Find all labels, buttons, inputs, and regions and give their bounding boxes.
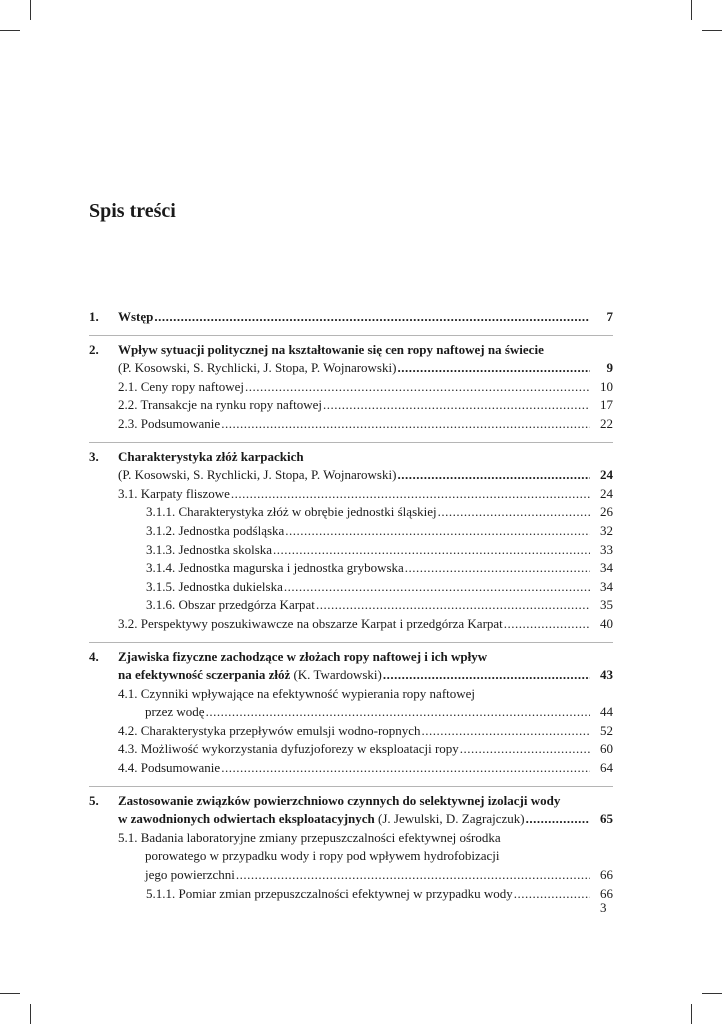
section-number: 4.3. (118, 741, 138, 757)
chapter-number: 3. (89, 448, 99, 464)
page-ref: 34 (600, 578, 613, 594)
section-title: Podsumowanie (140, 760, 221, 776)
chapter-title: Charakterystyka złóż karpackich (118, 448, 304, 464)
toc-entry[interactable] (89, 396, 613, 415)
page-ref: 34 (600, 560, 613, 576)
page-ref: 52 (600, 722, 613, 738)
page-ref: 40 (600, 615, 613, 631)
chapter-authors: (K. Twardowski) (293, 667, 382, 683)
section-number: 3.1. (118, 485, 138, 501)
crop-mark (702, 30, 722, 31)
toc-entry[interactable] (89, 648, 613, 667)
toc-entry[interactable] (89, 847, 613, 866)
section-title: Podsumowanie (140, 415, 221, 431)
section-title: Transakcje na rynku ropy naftowej (140, 397, 322, 413)
section-number: 2.3. (118, 415, 138, 431)
page-ref: 24 (600, 485, 613, 501)
section-title: Charakterystyka przepływów emulsji wodno-ropnych (140, 722, 421, 738)
section-title: porowatego w przypadku wody i ropy pod wpływem hydrofobizacji (145, 848, 500, 864)
subsection-number: 3.1.1. (146, 504, 176, 520)
chapter-number: 5. (89, 792, 99, 808)
toc-entry[interactable] (89, 810, 613, 829)
toc-chapter-5 (89, 786, 613, 912)
crop-mark (0, 993, 20, 994)
section-number: 4.2. (118, 722, 138, 738)
toc-entry[interactable] (89, 359, 613, 378)
toc-entry[interactable] (89, 341, 613, 360)
section-title: Czynniki wpływające na efektywność wypierania ropy naftowej (140, 685, 476, 701)
section-title: Możliwość wykorzystania dyfuzjoforezy w eksploatacji ropy (140, 741, 459, 757)
page-number: 3 (600, 900, 607, 915)
subsection-title: Pomiar zmian przepuszczalności efektywnej w przypadku wody (178, 885, 513, 901)
chapter-number: 2. (89, 341, 99, 357)
chapter-number: 1. (89, 309, 99, 324)
chapter-authors: (P. Kosowski, S. Rychlicki, J. Stopa, P. Wojnarowski) (118, 467, 397, 483)
page-ref: 66 (600, 867, 613, 883)
toc-entry[interactable] (89, 885, 613, 904)
toc-chapter-4 (89, 642, 613, 786)
chapter-title: na efektywność sczerpania złóż (118, 667, 291, 683)
toc-entry[interactable] (89, 740, 613, 759)
toc-entry[interactable] (89, 559, 613, 578)
subsection-title: Jednostka podśląska (178, 522, 285, 538)
toc-chapter-1 (89, 308, 613, 335)
toc-entry[interactable] (89, 541, 613, 560)
page-ref: 32 (600, 522, 613, 538)
crop-mark (691, 0, 692, 20)
page-ref: 44 (600, 704, 613, 720)
crop-mark (30, 1004, 31, 1024)
page-ref: 35 (600, 597, 613, 613)
toc-entry[interactable] (89, 596, 613, 615)
toc-entry[interactable] (89, 485, 613, 504)
page-ref: 10 (600, 378, 613, 394)
toc-entry[interactable] (89, 578, 613, 597)
section-title: Perspektywy poszukiwawcze na obszarze Karpat i przedgórza Karpat (140, 615, 503, 631)
toc-entry[interactable] (89, 829, 613, 848)
section-title: jego powierzchni (145, 867, 235, 883)
toc-entry[interactable] (89, 378, 613, 397)
page-ref: 60 (600, 741, 613, 757)
toc-entry[interactable] (89, 722, 613, 741)
section-number: 2.2. (118, 397, 138, 413)
toc-entry[interactable] (89, 308, 613, 327)
subsection-number: 5.1.1. (146, 885, 176, 901)
toc-entry[interactable] (89, 703, 613, 722)
toc-entry[interactable] (89, 666, 613, 685)
toc-entry[interactable] (89, 522, 613, 541)
section-title: Karpaty fliszowe (140, 485, 230, 501)
page-ref: 17 (600, 397, 613, 413)
subsection-number: 3.1.3. (146, 541, 176, 557)
page-ref: 66 (600, 885, 613, 901)
toc-entry[interactable] (89, 685, 613, 704)
page-ref: 22 (600, 415, 613, 431)
chapter-title: Wstęp (118, 309, 154, 324)
crop-mark (702, 993, 722, 994)
toc-chapter-3 (89, 442, 613, 642)
subsection-number: 3.1.4. (146, 560, 176, 576)
chapter-authors: (J. Jewulski, D. Zagrajczuk) (378, 811, 525, 827)
chapter-title: Zjawiska fizyczne zachodzące w złożach ropy naftowej i ich wpływ (118, 648, 488, 664)
section-number: 2.1. (118, 378, 138, 394)
subsection-number: 3.1.5. (146, 578, 176, 594)
section-number: 4.1. (118, 685, 138, 701)
toc-entry[interactable] (89, 866, 613, 885)
page-ref: 26 (600, 504, 613, 520)
section-title: Ceny ropy naftowej (140, 378, 245, 394)
subsection-number: 3.1.6. (146, 597, 176, 613)
subsection-number: 3.1.2. (146, 522, 176, 538)
toc-chapter-2 (89, 335, 613, 442)
toc-entry[interactable] (89, 503, 613, 522)
toc-entry[interactable] (89, 759, 613, 778)
toc-entry[interactable] (89, 792, 613, 811)
section-title: Badania laboratoryjne zmiany przepuszczalności efektywnej ośrodka (140, 829, 501, 845)
section-number: 4.4. (118, 760, 138, 776)
toc-entry[interactable] (89, 466, 613, 485)
chapter-number: 4. (89, 648, 99, 664)
page-title: Spis treści (89, 200, 176, 222)
page-ref: 33 (600, 541, 613, 557)
toc-entry[interactable] (89, 615, 613, 634)
page-ref: 64 (600, 760, 613, 776)
section-number: 5.1. (118, 829, 138, 845)
table-of-contents (89, 308, 613, 911)
section-title: przez wodę (145, 704, 205, 720)
subsection-title: Jednostka magurska i jednostka grybowska (178, 560, 404, 576)
toc-entry[interactable] (89, 448, 613, 467)
page-ref: 7 (606, 309, 613, 324)
subsection-title: Jednostka skolska (178, 541, 273, 557)
page-ref: 9 (606, 360, 613, 376)
page-ref: 43 (600, 667, 613, 683)
crop-mark (691, 1004, 692, 1024)
chapter-authors: (P. Kosowski, S. Rychlicki, J. Stopa, P. Wojnarowski) (118, 360, 397, 376)
subsection-title: Jednostka dukielska (178, 578, 283, 594)
toc-entry[interactable] (89, 415, 613, 434)
subsection-title: Charakterystyka złóż w obrębie jednostki śląskiej (178, 504, 437, 520)
subsection-title: Obszar przedgórza Karpat (178, 597, 315, 613)
chapter-title: Wpływ sytuacji politycznej na kształtowanie się cen ropy naftowej na świecie (118, 341, 544, 357)
chapter-title: w zawodnionych odwiertach eksploatacyjnych (118, 811, 375, 827)
chapter-title: Zastosowanie związków powierzchniowo czynnych do selektywnej izolacji wody (118, 792, 561, 808)
crop-mark (30, 0, 31, 20)
page-ref: 24 (600, 467, 613, 483)
page-ref: 65 (600, 811, 613, 827)
crop-mark (0, 30, 20, 31)
section-number: 3.2. (118, 615, 138, 631)
